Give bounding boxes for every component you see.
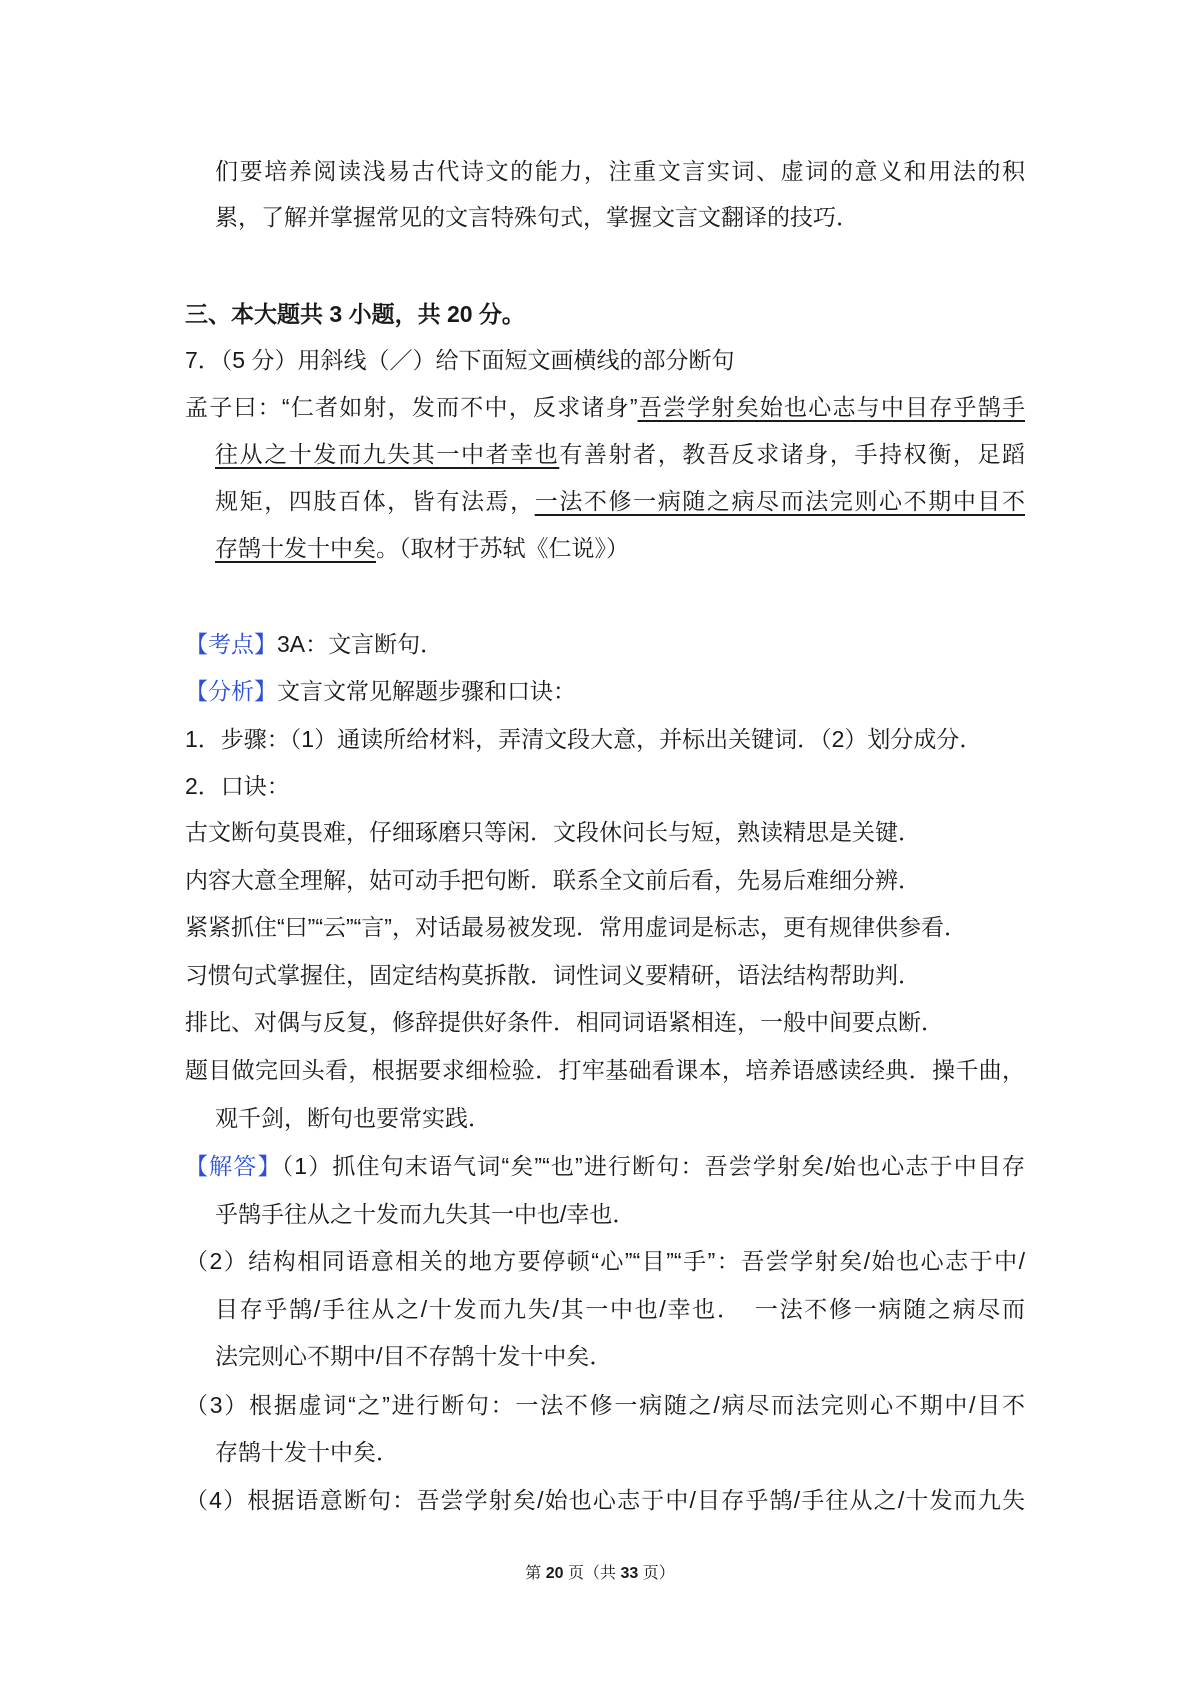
fenxi-steps: 1．步骤：（1）通读所给材料，弄清文段大意，并标出关键词．（2）划分成分． — [185, 726, 983, 752]
page-footer — [0, 1562, 1200, 1586]
footer-middle: 页（共 — [563, 1565, 621, 1582]
fenxi-mnemonic-line: 观千剑，断句也要常实践． — [215, 1105, 491, 1131]
jieda-label: 【解答】 — [185, 1153, 282, 1179]
intro-line-1: 们要培养阅读浅易古代诗文的能力，注重文言实词、虚词的意义和用法的积 — [215, 158, 1025, 184]
fenxi-mnemonic-line: 习惯句式掌握住，固定结构莫拆散．词性词义要精研，语法结构帮助判． — [185, 962, 921, 988]
jieda-line-8: （4）根据语意断句：吾尝学射矣/始也心志于中/目存乎鹄/手往从之/十发而九失 — [185, 1487, 1025, 1513]
jieda-line-1 — [185, 1143, 1025, 1190]
passage-line-4 — [215, 525, 1025, 572]
footer-suffix: 页） — [638, 1565, 675, 1582]
passage-line-2 — [215, 431, 1025, 478]
fenxi-mnemonic-line: 古文断句莫畏难，仔细琢磨只等闲．文段休问长与短，熟读精思是关键． — [185, 819, 921, 845]
passage-underlined-text: 往从之十发而九失其一中者幸也 — [215, 441, 560, 467]
question-stem: 7．（5 分）用斜线（／）给下面短文画横线的部分断句 — [185, 347, 735, 373]
passage-text: 。（取材于苏轼《仁说》） — [376, 535, 629, 561]
fenxi-mnemonic-line: 内容大意全理解，姑可动手把句断．联系全文前后看，先易后难细分辨． — [185, 867, 921, 893]
page-number: 20 — [545, 1565, 564, 1582]
passage-text: 有善射者，教吾反求诸身，手持权衡，足蹈 — [559, 441, 1025, 467]
jieda-line-3: （2）结构相同语意相关的地方要停顿“心”“目”“手”：吾尝学射矣/始也心志于中/ — [185, 1248, 1025, 1274]
footer-prefix: 第 — [525, 1565, 546, 1582]
jieda-line-4: 目存乎鹄/手往从之/十发而九失/其一中也/幸也． 一法不修一病随之病尽而 — [215, 1296, 1025, 1322]
kaodian-line — [185, 621, 1025, 668]
passage-line-3 — [215, 478, 1025, 525]
total-pages: 33 — [620, 1565, 639, 1582]
kaodian-label: 【考点】 — [185, 631, 277, 657]
fenxi-mnemonic-line: 排比、对偶与反复，修辞提供好条件．相同词语紧相连，一般中间要点断． — [185, 1009, 944, 1035]
fenxi-text: 文言文常见解题步骤和口诀： — [277, 678, 576, 704]
section-title: 三、本大题共 3 小题，共 20 分。 — [185, 301, 525, 327]
intro-line-2: 累，了解并掌握常见的文言特殊句式，掌握文言文翻译的技巧． — [215, 204, 859, 230]
passage-text: 孟子曰：“仁者如射，发而不中，反求诸身” — [185, 394, 638, 420]
passage-line-1 — [185, 384, 1025, 431]
passage-text: 规矩，四肢百体，皆有法焉， — [215, 488, 535, 514]
fenxi-mnemonic-line: 紧紧抓住“曰”“云”“言”，对话最易被发现．常用虚词是标志，更有规律供参看． — [185, 914, 967, 940]
jieda-text: （1）抓住句末语气词“矣”“也”进行断句：吾尝学射矣/始也心志于中目存 — [281, 1153, 1025, 1179]
fenxi-mnemonic-heading: 2．口诀： — [185, 773, 290, 799]
passage-underlined-text: 吾尝学射矣始也心志与中目存乎鹄手 — [637, 394, 1025, 420]
fenxi-label: 【分析】 — [185, 678, 277, 704]
fenxi-mnemonic-line: 题目做完回头看，根据要求细检验．打牢基础看课本，培养语感读经典．操千曲， — [185, 1057, 1025, 1083]
passage-underlined-text: 一法不修一病随之病尽而法完则心不期中目不 — [534, 488, 1025, 514]
jieda-line-5: 法完则心不期中/目不存鹄十发十中矣． — [215, 1343, 613, 1369]
jieda-line-2: 乎鹄手往从之十发而九失其一中也/幸也． — [215, 1201, 636, 1227]
passage-underlined-text: 存鹄十发十中矣 — [215, 535, 376, 561]
fenxi-line — [185, 668, 1025, 715]
jieda-line-7: 存鹄十发十中矣． — [215, 1439, 399, 1465]
jieda-line-6: （3）根据虚词“之”进行断句：一法不修一病随之/病尽而法完则心不期中/目不 — [185, 1392, 1025, 1418]
kaodian-text: 3A：文言断句． — [277, 631, 444, 657]
